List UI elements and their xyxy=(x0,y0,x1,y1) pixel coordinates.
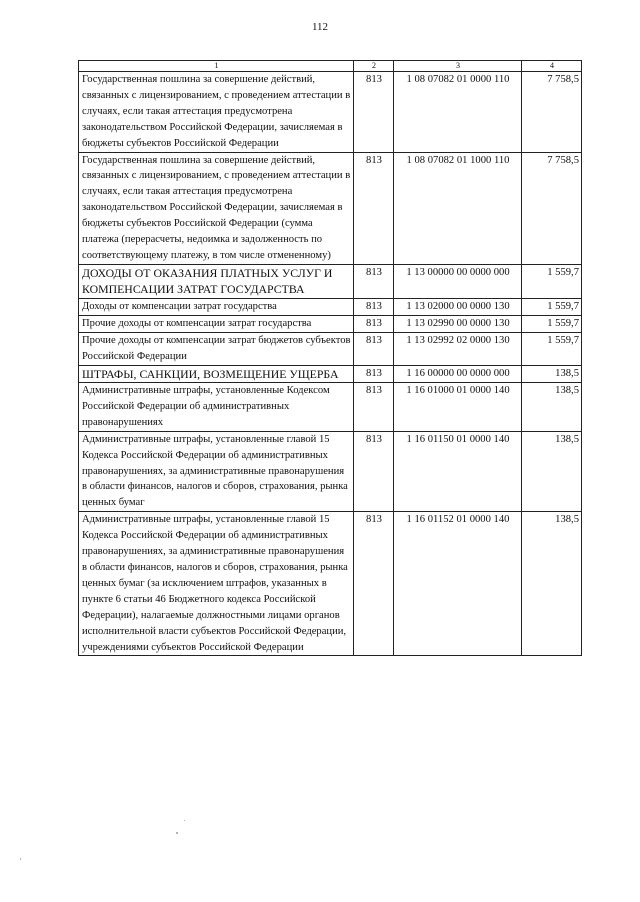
revenue-name-cell: ДОХОДЫ ОТ ОКАЗАНИЯ ПЛАТНЫХ УСЛУГ И КОМПЕНСАЦИИ ЗАТРАТ ГОСУДАРСТВА xyxy=(79,264,354,298)
revenue-name-cell: Доходы от компенсации затрат государства xyxy=(79,298,354,315)
scan-speck xyxy=(20,858,21,860)
amount-cell: 1 559,7 xyxy=(522,264,582,298)
admin-code-cell: 813 xyxy=(354,72,394,153)
revenue-name-cell: Административные штрафы, установленные Кодексом Российской Федерации об административных правонарушениях xyxy=(79,383,354,432)
table-section-row xyxy=(79,264,582,298)
column-number-4: 4 xyxy=(522,61,582,72)
revenue-name-cell: Прочие доходы от компенсации затрат бюджетов субъектов Российской Федерации xyxy=(79,332,354,365)
amount-cell: 1 559,7 xyxy=(522,332,582,365)
column-number-1: 1 xyxy=(79,61,354,72)
table-row xyxy=(79,332,582,365)
table-row xyxy=(79,152,582,264)
amount-cell: 7 758,5 xyxy=(522,72,582,153)
page-number: 112 xyxy=(311,21,329,33)
scan-speck xyxy=(176,832,178,834)
admin-code-cell: 813 xyxy=(354,152,394,264)
revenue-table xyxy=(78,60,582,656)
revenue-name-cell: Административные штрафы, установленные главой 15 Кодекса Российской Федерации об административных правонарушениях, за административные правонарушения в области финансов, налогов и сборов, страхования, рынка ценных бумаг (за исключением штрафов, указанных в пункте 6 статьи 46 Бюджетного кодекса Российской Федерации), налагаемые должностными лицами органов исполнительной власти субъектов Российской Федерации, учреждениями субъектов Российской Федерации xyxy=(79,512,354,656)
admin-code-cell: 813 xyxy=(354,431,394,512)
table-section-row xyxy=(79,365,582,383)
admin-code-cell: 813 xyxy=(354,332,394,365)
amount-cell: 7 758,5 xyxy=(522,152,582,264)
admin-code-cell: 813 xyxy=(354,383,394,432)
classification-code-cell: 1 13 02992 02 0000 130 xyxy=(394,332,522,365)
revenue-name-cell: Административные штрафы, установленные главой 15 Кодекса Российской Федерации об административных правонарушениях, за административные правонарушения в области финансов, налогов и сборов, страхования, рынка ценных бумаг xyxy=(79,431,354,512)
classification-code-cell: 1 16 01152 01 0000 140 xyxy=(394,512,522,656)
table-row xyxy=(79,315,582,332)
amount-cell: 138,5 xyxy=(522,431,582,512)
revenue-name-cell: Прочие доходы от компенсации затрат государства xyxy=(79,315,354,332)
classification-code-cell: 1 16 01150 01 0000 140 xyxy=(394,431,522,512)
admin-code-cell: 813 xyxy=(354,365,394,383)
revenue-name-cell: ШТРАФЫ, САНКЦИИ, ВОЗМЕЩЕНИЕ УЩЕРБА xyxy=(79,365,354,383)
classification-code-cell: 1 13 02000 00 0000 130 xyxy=(394,298,522,315)
amount-cell: 138,5 xyxy=(522,365,582,383)
amount-cell: 138,5 xyxy=(522,383,582,432)
classification-code-cell: 1 08 07082 01 0000 110 xyxy=(394,72,522,153)
table-header-row xyxy=(79,61,582,72)
table-row xyxy=(79,383,582,432)
admin-code-cell: 813 xyxy=(354,315,394,332)
classification-code-cell: 1 13 02990 00 0000 130 xyxy=(394,315,522,332)
amount-cell: 1 559,7 xyxy=(522,298,582,315)
table-row xyxy=(79,72,582,153)
amount-cell: 138,5 xyxy=(522,512,582,656)
scan-speck xyxy=(184,820,185,821)
admin-code-cell: 813 xyxy=(354,298,394,315)
table-row xyxy=(79,512,582,656)
admin-code-cell: 813 xyxy=(354,512,394,656)
classification-code-cell: 1 16 00000 00 0000 000 xyxy=(394,365,522,383)
table-body xyxy=(79,72,582,656)
column-number-2: 2 xyxy=(354,61,394,72)
classification-code-cell: 1 13 00000 00 0000 000 xyxy=(394,264,522,298)
table-row xyxy=(79,431,582,512)
revenue-name-cell: Государственная пошлина за совершение действий, связанных с лицензированием, с проведением аттестации в случаях, если такая аттестация предусмотрена законодательством Российской Федерации, зачисляемая в бюджеты субъектов Российской Федерации xyxy=(79,72,354,153)
classification-code-cell: 1 16 01000 01 0000 140 xyxy=(394,383,522,432)
amount-cell: 1 559,7 xyxy=(522,315,582,332)
column-number-3: 3 xyxy=(394,61,522,72)
revenue-name-cell: Государственная пошлина за совершение действий, связанных с лицензированием, с проведением аттестации в случаях, если такая аттестация предусмотрена законодательством Российской Федерации, зачисляемая в бюджеты субъектов Российской Федерации (сумма платежа (перерасчеты, недоимка и задолженность по соответствующему платежу, в том числе отмененному) xyxy=(79,152,354,264)
classification-code-cell: 1 08 07082 01 1000 110 xyxy=(394,152,522,264)
admin-code-cell: 813 xyxy=(354,264,394,298)
table-row xyxy=(79,298,582,315)
